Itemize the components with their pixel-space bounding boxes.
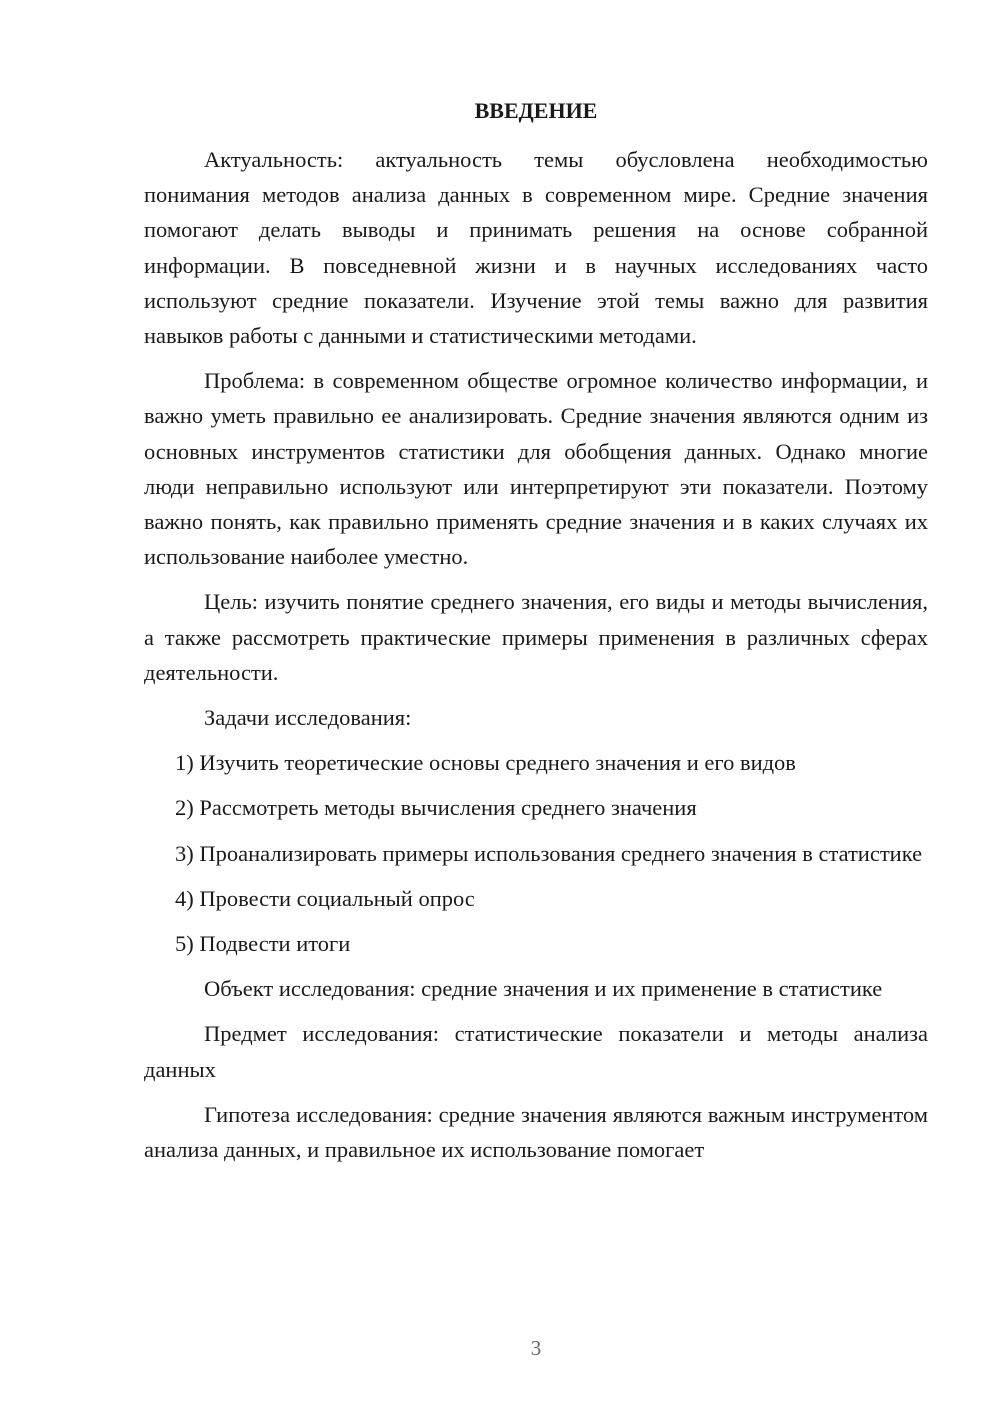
- list-item: 4) Провести социальный опрос: [175, 885, 475, 911]
- page-number: 3: [530, 1336, 542, 1360]
- body-text: [144, 142, 928, 1177]
- paragraph-hypothesis: Гипотеза исследования: средние значения являются важным инструментом анализа данных, и правильное их использование помогает: [144, 1101, 928, 1163]
- paragraph-subject: Предмет исследования: статистические показатели и методы анализа данных: [144, 1021, 928, 1082]
- list-item: 1) Изучить теоретические основы среднего значения и его видов: [175, 750, 796, 776]
- list-item: 2) Рассмотреть методы вычисления среднего значения: [175, 795, 697, 821]
- list-item: 3) Проанализировать примеры использования среднего значения в статистике: [175, 840, 923, 866]
- paragraph-problem: Проблема: в современном обществе огромное количество информации, и важно уметь правильно ее анализировать. Средние значения являются одним из основных инструментов статистики для обобщения данных. Однако многие люди неправильно используют или интерпретируют эти показатели. Поэтому важно понять, как правильно применять средние значения и в каких случаях их использование наиболее уместно.: [144, 368, 928, 570]
- page-title: ВВЕДЕНИЕ: [474, 98, 598, 123]
- tasks-title: Задачи исследования:: [204, 705, 412, 731]
- paragraph-goal: Цель: изучить понятие среднего значения, его виды и методы вычисления, а также рассмотреть практические примеры применения в различных сферах деятельности.: [144, 589, 928, 685]
- paragraph-relevance: Актуальность: актуальность темы обусловлена необходимостью понимания методов анализа данных в современном мире. Средние значения помогают делать выводы и принимать решения на основе собранной информации. В повседневной жизни и в научных исследованиях часто используют средние показатели. Изучение этой темы важно для развития навыков работы с данными и статистическими методами.: [144, 147, 928, 349]
- list-item: 5) Подвести итоги: [175, 931, 351, 957]
- paragraph-object: Объект исследования: средние значения и их применение в статистике: [204, 976, 883, 1002]
